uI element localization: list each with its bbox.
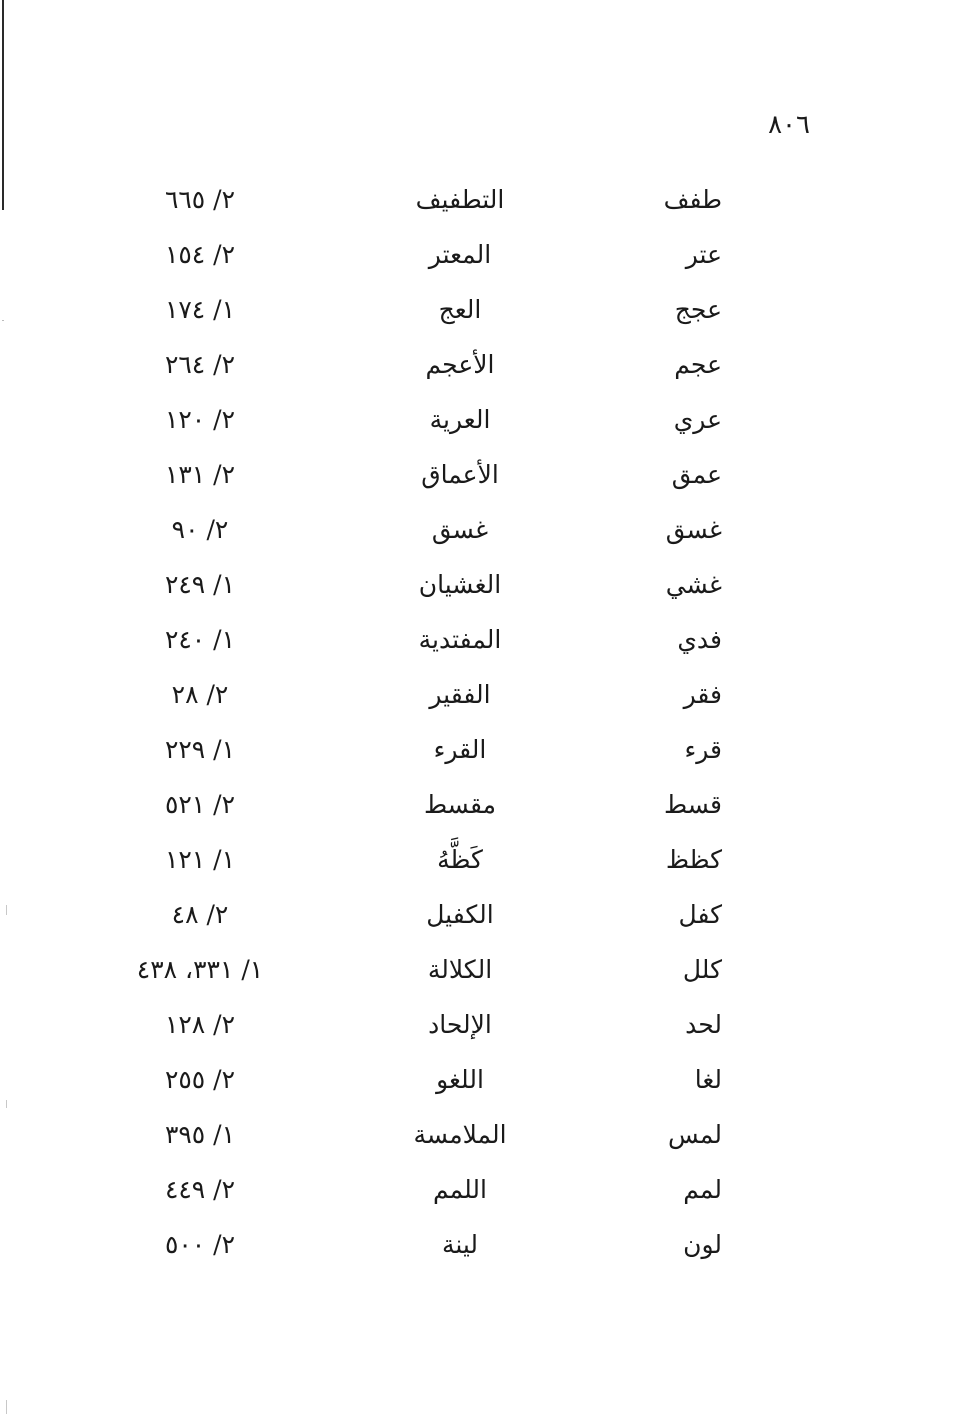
reference-cell: ٢/ ٦٦٥	[164, 185, 236, 214]
table-row	[0, 227, 977, 282]
word-cell: العرية	[429, 405, 491, 434]
table-row	[0, 557, 977, 612]
word-cell: الملامسة	[413, 1120, 507, 1149]
table-row	[0, 722, 977, 777]
word-cell: اللمم	[433, 1175, 487, 1204]
word-cell: المعتر	[428, 240, 492, 269]
root-cell: لون	[683, 1230, 722, 1259]
reference-cell: ١/ ٢٤٩	[164, 570, 236, 599]
word-cell: كَظَّهُ	[437, 845, 483, 874]
reference-cell: ٢/ ٤٤٩	[164, 1175, 236, 1204]
reference-cell: ٢/ ٩٠	[171, 515, 229, 544]
reference-cell: ٢/ ١٣١	[164, 460, 236, 489]
word-cell: الأعماق	[421, 460, 499, 489]
word-cell: القرء	[433, 735, 487, 764]
table-row	[0, 447, 977, 502]
reference-cell: ١/ ١٢١	[164, 845, 236, 874]
table-row	[0, 337, 977, 392]
root-cell: لمس	[668, 1120, 722, 1149]
root-cell: لغا	[694, 1065, 722, 1094]
root-cell: عتر	[685, 240, 722, 269]
word-cell: الكفيل	[426, 900, 494, 929]
root-cell: كفل	[678, 900, 722, 929]
root-cell: عري	[673, 405, 722, 434]
reference-cell: ٢/ ١٢٠	[164, 405, 236, 434]
root-cell: غسق	[665, 515, 722, 544]
root-cell: كظظ	[665, 845, 722, 874]
root-cell: لحد	[685, 1010, 722, 1039]
word-cell: التطفيف	[415, 185, 505, 214]
word-cell: المفتدية	[418, 625, 502, 654]
table-row	[0, 502, 977, 557]
reference-cell: ١/ ٣٩٥	[164, 1120, 236, 1149]
index-table	[0, 172, 977, 1272]
root-cell: عمق	[671, 460, 722, 489]
table-row	[0, 1052, 977, 1107]
table-row	[0, 1162, 977, 1217]
word-cell: الكلالة	[427, 955, 493, 984]
reference-cell: ٢/ ٢٥٥	[164, 1065, 236, 1094]
table-row	[0, 1107, 977, 1162]
table-row	[0, 777, 977, 832]
reference-cell: ٢/ ١٥٤	[164, 240, 236, 269]
table-row	[0, 282, 977, 337]
page-number: ٨٠٦	[768, 110, 810, 140]
word-cell: اللغو	[436, 1065, 484, 1094]
table-row	[0, 1217, 977, 1272]
reference-cell: ١/ ٣٣١، ٤٣٨	[136, 955, 264, 984]
reference-cell: ١/ ١٧٤	[164, 295, 236, 324]
word-cell: الفقير	[429, 680, 491, 709]
root-cell: قرء	[684, 735, 722, 764]
reference-cell: ١/ ٢٢٩	[164, 735, 236, 764]
root-cell: عجج	[674, 295, 722, 324]
word-cell: العج	[438, 295, 482, 324]
reference-cell: ١/ ٢٤٠	[164, 625, 236, 654]
table-row	[0, 392, 977, 447]
word-cell: الإلحاد	[428, 1010, 492, 1039]
word-cell: مقسط	[423, 790, 497, 819]
table-row	[0, 887, 977, 942]
table-row	[0, 172, 977, 227]
edge-tick-mark	[6, 1400, 7, 1414]
word-cell: الأعجم	[425, 350, 495, 379]
table-row	[0, 667, 977, 722]
word-cell: غسق	[431, 515, 489, 544]
root-cell: طفف	[663, 185, 722, 214]
word-cell: لينة	[441, 1230, 479, 1259]
reference-cell: ٢/ ١٢٨	[164, 1010, 236, 1039]
root-cell: كلل	[682, 955, 722, 984]
root-cell: غشي	[665, 570, 722, 599]
reference-cell: ٢/ ٥٢١	[164, 790, 236, 819]
table-row	[0, 612, 977, 667]
table-row	[0, 832, 977, 887]
root-cell: عجم	[674, 350, 722, 379]
reference-cell: ٢/ ٥٠٠	[164, 1230, 236, 1259]
reference-cell: ٢/ ٢٦٤	[164, 350, 236, 379]
table-row	[0, 942, 977, 997]
root-cell: لمم	[683, 1175, 722, 1204]
reference-cell: ٢/ ٤٨	[171, 900, 229, 929]
root-cell: فقر	[683, 680, 722, 709]
word-cell: الغشيان	[418, 570, 502, 599]
root-cell: فدي	[677, 625, 722, 654]
root-cell: قسط	[664, 790, 722, 819]
reference-cell: ٢/ ٢٨	[171, 680, 229, 709]
table-row	[0, 997, 977, 1052]
